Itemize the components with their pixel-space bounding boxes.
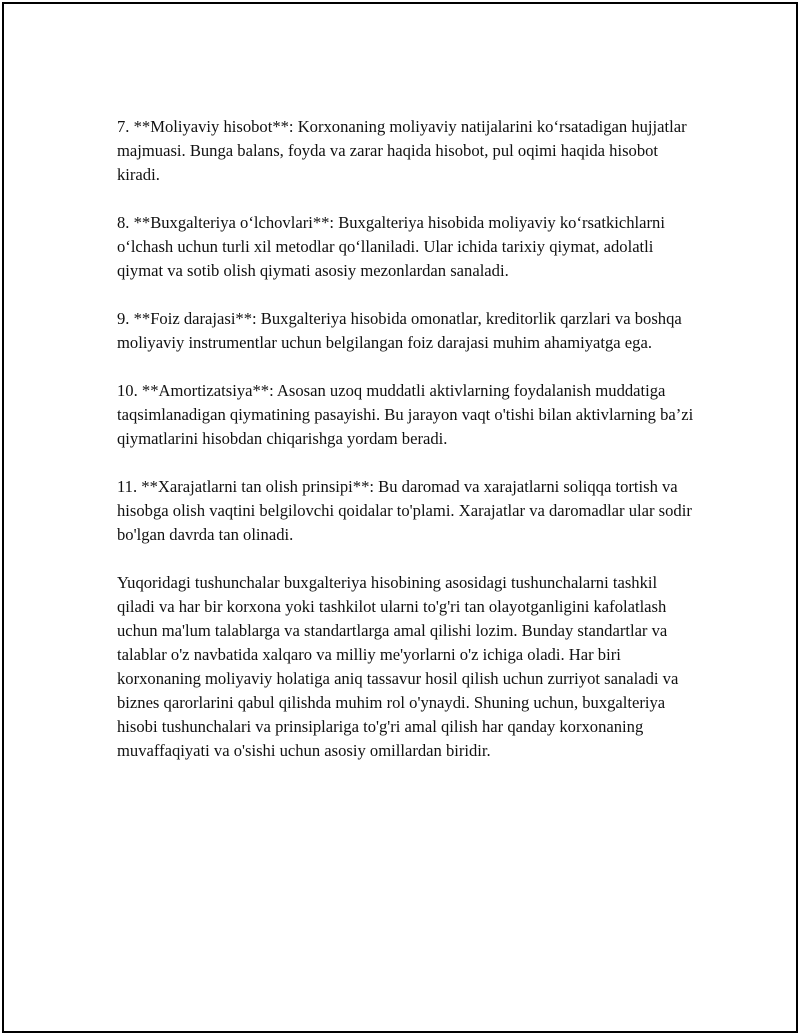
document-body	[117, 115, 697, 787]
paragraph-foiz-darajasi: 9. **Foiz darajasi**: Buxgalteriya hisobida omonatlar, kreditorlik qarzlari va boshqa moliyaviy instrumentlar uchun belgilangan foiz darajasi muhim ahamiyatga ega.	[117, 309, 682, 352]
paragraph-buxgalteriya-olchovlari: 8. **Buxgalteriya o‘lchovlari**: Buxgalteriya hisobida moliyaviy ko‘rsatkichlarni o‘lchash uchun turli xil metodlar qo‘llaniladi. Ular ichida tarixiy qiymat, adolatli qiymat va sotib olish qiymati asosiy mezonlardan sanaladi.	[117, 213, 665, 280]
paragraph-moliyaviy-hisobot: 7. **Moliyaviy hisobot**: Korxonaning moliyaviy natijalarini ko‘rsatadigan hujjatlar majmuasi. Bunga balans, foyda va zarar haqida hisobot, pul oqimi haqida hisobot kiradi.	[117, 117, 687, 184]
paragraph-xarajatlarni-tan-olish: 11. **Xarajatlarni tan olish prinsipi**: Bu daromad va xarajatlarni soliqqa tortish va hisobga olish vaqtini belgilovchi qoidalar to'plami. Xarajatlar va daromadlar ular sodir bo'lgan davrda tan olinadi.	[117, 477, 692, 544]
paragraph-amortizatsiya: 10. **Amortizatsiya**: Asosan uzoq muddatli aktivlarning foydalanish muddatiga taqsimlanadigan qiymatining pasayishi. Bu jarayon vaqt o'tishi bilan aktivlarning ba’zi qiymatlarini hisobdan chiqarishga yordam beradi.	[117, 381, 694, 448]
paragraph-conclusion: Yuqoridagi tushunchalar buxgalteriya hisobining asosidagi tushunchalarni tashkil qiladi va har bir korxona yoki tashkilot ularni to'g'ri tan olayotganligini kafolatlash uchun ma'lum talablarga va standartlarga amal qilishi lozim. Bunday standartlar va talablar o'z navbatida xalqaro va milliy me'yorlarni o'z ichiga oladi. Har biri korxonaning moliyaviy holatiga aniq tassavur hosil qilish uchun zurriyot sanaladi va biznes qarorlarini qabul qilishda muhim rol o'ynaydi. Shuning uchun, buxgalteriya hisobi tushunchalari va prinsiplariga to'g'ri amal qilish har qanday korxonaning muvaffaqiyati va o'sishi uchun asosiy omillardan biridir.	[117, 573, 679, 760]
